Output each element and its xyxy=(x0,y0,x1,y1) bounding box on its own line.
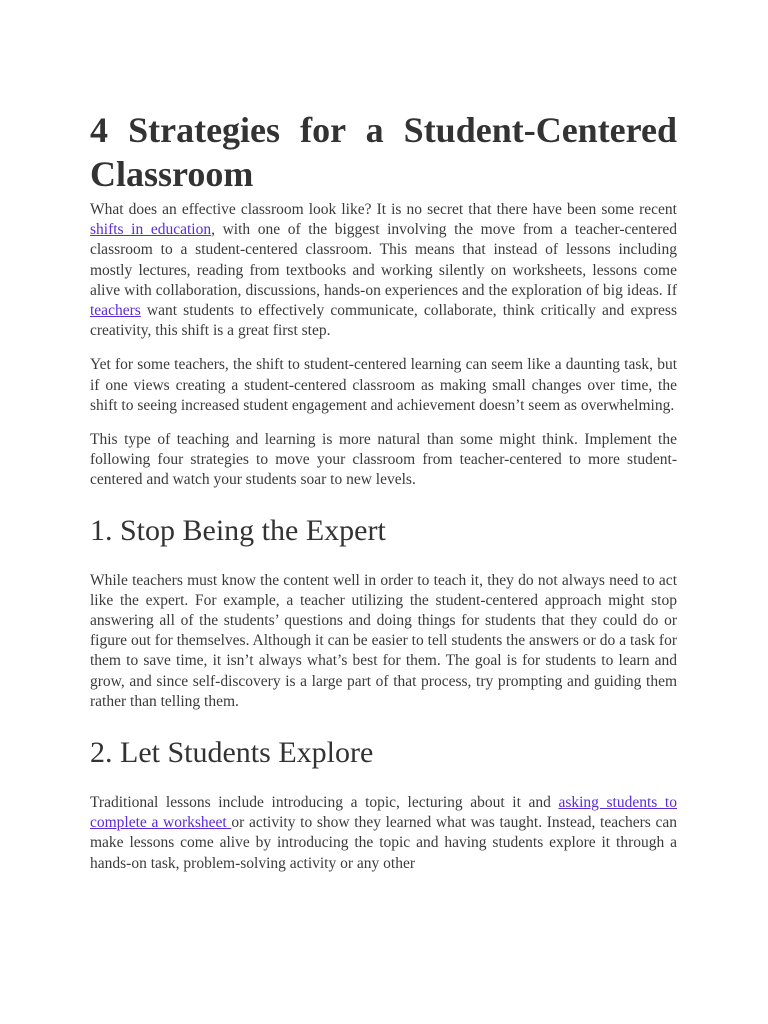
teachers-link[interactable]: teachers xyxy=(90,302,141,320)
explore-text-2: or activity to show they learned what was taught. Instead, teachers can make lessons come alive by introducing the topic and having students explore it through a hands-on task, problem-solving activity or any other xyxy=(90,814,677,872)
paragraph-shift-daunting: Yet for some teachers, the shift to student-centered learning can seem like a daunting task, but if one views creating a student-centered classroom as making small changes over time, the shift to seeing increased student engagement and achievement doesn’t seem as overwhelming. xyxy=(90,356,677,414)
article-title: 4 Strategies for a Student-Centered Classroom xyxy=(90,110,677,194)
explore-text-1: Traditional lessons include introducing a topic, lecturing about it and xyxy=(90,794,559,812)
shifts-in-education-link[interactable]: shifts in education xyxy=(90,221,212,239)
section-heading-let-students-explore: 2. Let Students Explore xyxy=(90,736,374,770)
section-body-stop-being-expert: While teachers must know the content well in order to teach it, they do not always need to act like the expert. For example, a teacher utilizing the student-centered approach might stop answering all of the students’ questions and doing things for students that they could do or figure out for themselves. Although it can be easier to tell students the answers or do a task for them to save time, it isn’t always what’s best for them. The goal is for students to learn and grow, and since self-discovery is a large part of that process, try prompting and guiding them rather than telling them. xyxy=(90,571,677,710)
intro-text-1: What does an effective classroom look like? It is no secret that there have been some recent xyxy=(90,201,677,218)
asking-students-worksheet-link[interactable]: asking students to complete a worksheet xyxy=(90,794,677,832)
intro-text-3: want students to effectively communicate, collaborate, think critically and express creativity, this shift is a great first step. xyxy=(90,302,677,340)
article-body xyxy=(90,108,677,874)
intro-paragraph xyxy=(90,200,677,341)
paragraph-natural-teaching: This type of teaching and learning is more natural than some might think. Implement the following four strategies to move your classroom from teacher-centered to more student-centered and watch your students soar to new levels. xyxy=(90,431,677,489)
intro-text-2: , with one of the biggest involving the move from a teacher-centered classroom to a student-centered classroom. This means that instead of lessons including mostly lectures, reading from textbooks and working silently on worksheets, lessons come alive with collaboration, discussions, hands-on experiences and the exploration of big ideas. If xyxy=(90,221,677,299)
section-body-let-students-explore xyxy=(90,793,677,874)
section-heading-stop-being-expert: 1. Stop Being the Expert xyxy=(90,513,386,547)
